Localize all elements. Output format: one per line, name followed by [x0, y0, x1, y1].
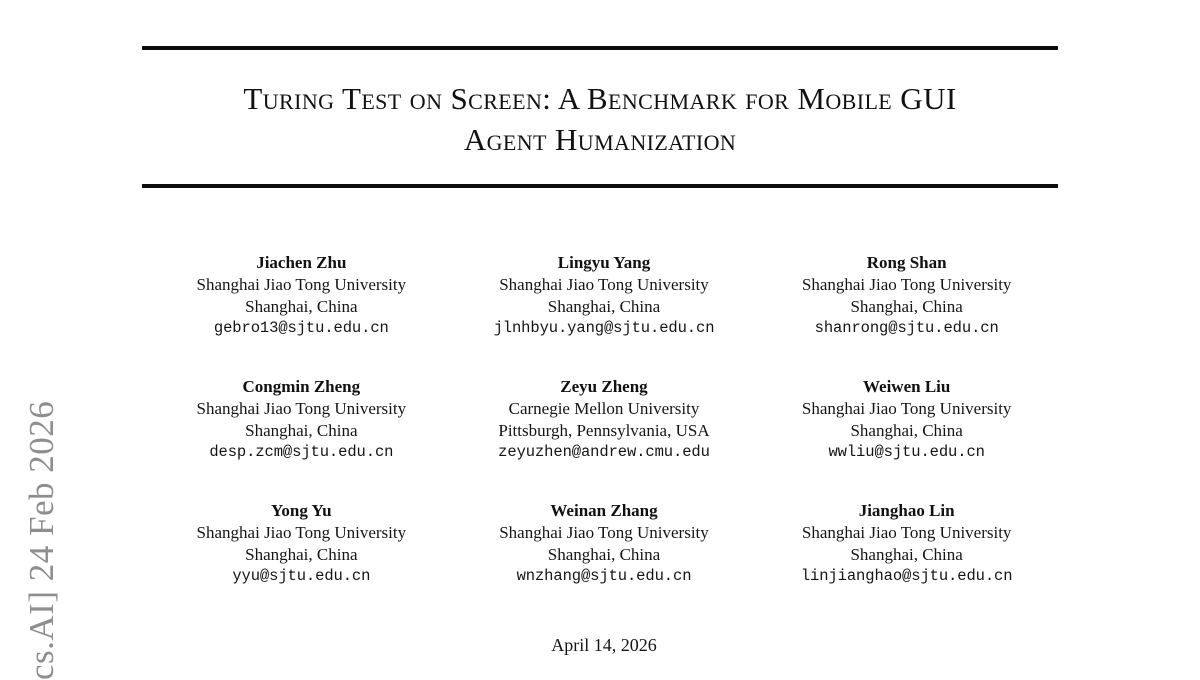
publication-date: April 14, 2026: [551, 635, 657, 655]
author-location: Shanghai, China: [245, 420, 358, 440]
author-name: Rong Shan: [866, 253, 947, 272]
author-affiliation: Shanghai Jiao Tong University: [196, 523, 407, 542]
author-block: [150, 376, 453, 464]
author-affiliation: Shanghai Jiao Tong University: [499, 523, 709, 542]
author-name: Lingyu Yang: [557, 253, 651, 272]
author-location: Pittsburgh, Pennsylvania, USA: [498, 420, 710, 440]
author-email[interactable]: gebro13@sjtu.edu.cn: [213, 319, 389, 337]
author-affiliation: Shanghai Jiao Tong University: [196, 275, 407, 294]
author-affiliation: Shanghai Jiao Tong University: [801, 523, 1012, 542]
arxiv-identifier-text: cs.AI] 24 Feb 2026: [22, 400, 61, 680]
author-email[interactable]: yyu@sjtu.edu.cn: [232, 567, 371, 585]
title-block: [142, 46, 1058, 188]
author-block: [453, 500, 756, 588]
author-location: Shanghai, China: [547, 544, 661, 564]
author-email[interactable]: wwliu@sjtu.edu.cn: [828, 443, 985, 461]
author-location: Shanghai, China: [547, 296, 661, 316]
author-block: [150, 500, 453, 588]
author-affiliation: Carnegie Mellon University: [508, 399, 700, 418]
author-block: [453, 252, 756, 340]
author-affiliation: Shanghai Jiao Tong University: [499, 275, 709, 294]
author-affiliation: Shanghai Jiao Tong University: [196, 399, 407, 418]
arxiv-sidebar-stamp: [0, 0, 100, 680]
author-location: Shanghai, China: [245, 296, 358, 316]
author-block: [755, 252, 1058, 340]
author-name: Jianghao Lin: [858, 501, 955, 520]
author-location: Shanghai, China: [245, 544, 358, 564]
page-title-line-1: Turing Test on Screen: A Benchmark for Mobile GUI: [243, 81, 957, 116]
author-email[interactable]: jlnhbyu.yang@sjtu.edu.cn: [493, 319, 715, 337]
page-title-line-2: Agent Humanization: [463, 122, 737, 157]
author-name: Weinan Zhang: [550, 501, 658, 520]
author-name: Zeyu Zheng: [560, 377, 648, 396]
author-block: [755, 500, 1058, 588]
author-block: [453, 376, 756, 464]
author-name: Weiwen Liu: [862, 377, 951, 396]
author-location: Shanghai, China: [850, 296, 963, 316]
author-block: [150, 252, 453, 340]
author-location: Shanghai, China: [850, 420, 963, 440]
author-location: Shanghai, China: [850, 544, 963, 564]
author-email[interactable]: wnzhang@sjtu.edu.cn: [516, 567, 692, 585]
author-email[interactable]: linjianghao@sjtu.edu.cn: [800, 567, 1013, 585]
author-name: Jiachen Zhu: [256, 253, 347, 272]
author-email[interactable]: zeyuzhen@andrew.cmu.edu: [498, 443, 710, 461]
author-affiliation: Shanghai Jiao Tong University: [801, 399, 1012, 418]
author-block: [755, 376, 1058, 464]
title-rule-bottom: [142, 184, 1058, 188]
author-name: Congmin Zheng: [242, 377, 361, 396]
author-grid: [150, 252, 1058, 588]
author-email[interactable]: desp.zcm@sjtu.edu.cn: [209, 443, 394, 461]
author-affiliation: Shanghai Jiao Tong University: [801, 275, 1012, 294]
page-title: [142, 50, 1058, 184]
author-email[interactable]: shanrong@sjtu.edu.cn: [814, 319, 999, 337]
author-name: Yong Yu: [271, 501, 332, 520]
